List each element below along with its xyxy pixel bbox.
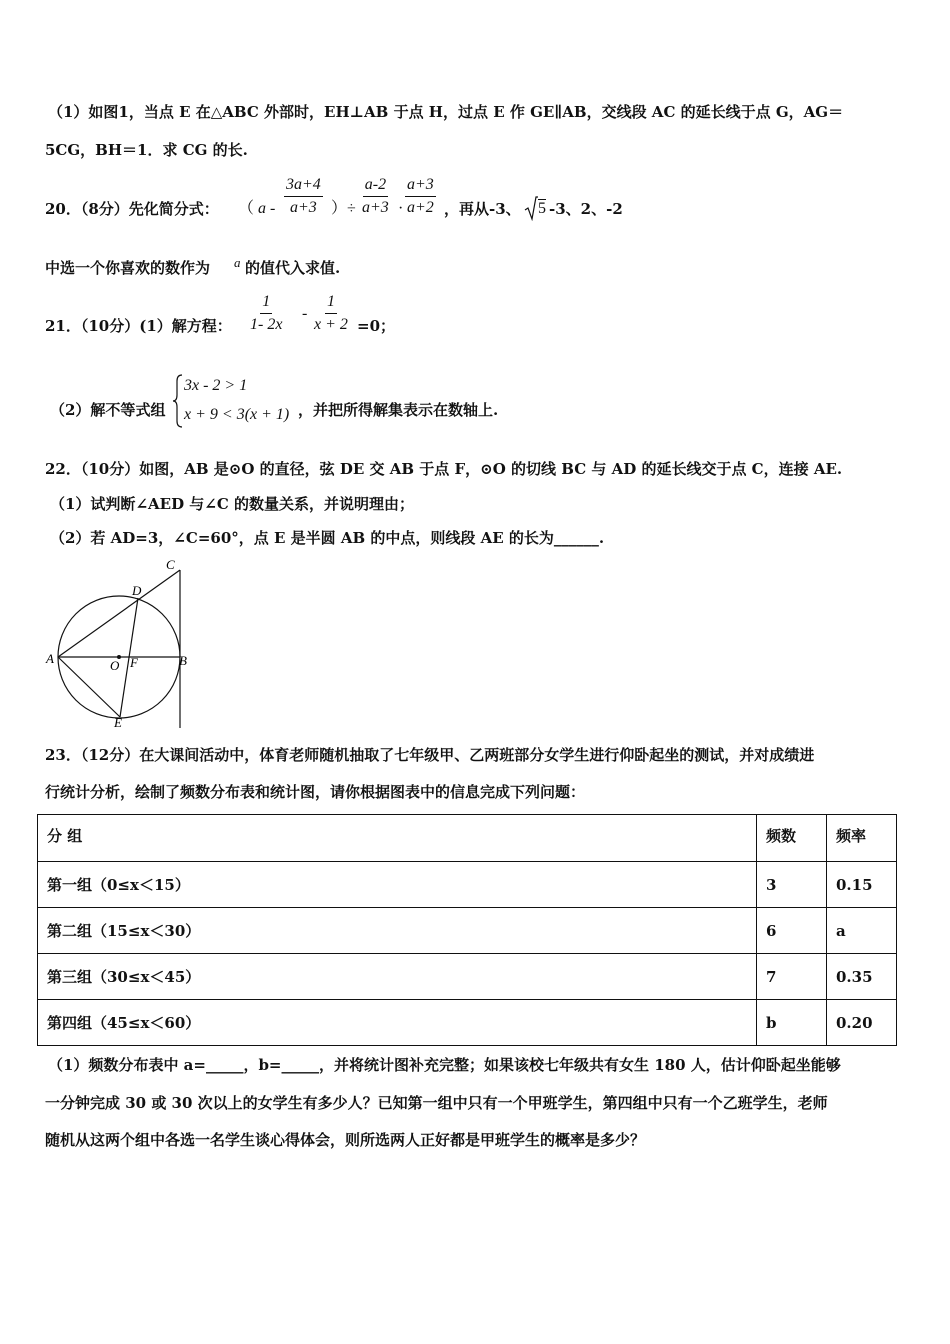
q20-variable-a: a xyxy=(234,255,241,270)
q23-part1-line2: 一分钟完成 30 或 30 次以上的女学生有多少人？已知第一组中只有一个甲班学生，第四组中只有一个乙班学生，老师 xyxy=(45,1094,828,1112)
q20-a-minus: a - xyxy=(258,200,276,217)
q21-minus: - xyxy=(302,305,308,322)
q20-suffix-1: ，再从-3、 xyxy=(444,200,521,218)
label-b: B xyxy=(179,653,187,668)
q19-part1-line1: （1）如图1，当点 E 在△ABC 外部时，EH⊥AB 于点 H，过点 E 作 GE∥AB，交线段 AC 的延长线于点 G，AG＝ xyxy=(48,103,844,121)
q20-multiply-dot: · xyxy=(398,200,404,217)
q20-paren-open: （ xyxy=(238,200,255,217)
q20-frac3-denominator: a+2 xyxy=(407,199,434,216)
q21-frac1-denominator: 1- 2x xyxy=(250,316,283,333)
table-cell-group: 第三组（30≤x＜45） xyxy=(38,954,757,1000)
q20-frac3-numerator: a+3 xyxy=(405,176,436,197)
left-brace-icon xyxy=(172,373,184,429)
q23-part1-line3: 随机从这两个组中各选一名学生谈心得体会，则所选两人正好都是甲班学生的概率是多少？ xyxy=(45,1131,646,1149)
q21-equals-zero: =0； xyxy=(357,317,396,335)
q20-line2-prefix: 中选一个你喜欢的数作为 xyxy=(45,259,211,277)
table-cell-frequency: 3 xyxy=(757,862,827,908)
q20-suffix-2: -3、2、-2 xyxy=(549,200,623,218)
q23-line1: 23．（12分）在大课间活动中，体育老师随机抽取了七年级甲、乙两班部分女学生进行仰卧起坐的测试，并对成绩进 xyxy=(45,746,815,764)
table-cell-group: 第四组（45≤x＜60） xyxy=(38,1000,757,1046)
header-frequency: 频数 xyxy=(757,815,827,862)
header-group: 分 组 xyxy=(38,815,757,862)
q19-part1-line2: 5CG，BH＝1．求 CG 的长. xyxy=(45,141,248,159)
q21-inequality-2: x + 9 < 3(x + 1) xyxy=(184,406,290,423)
circle-geometry-figure xyxy=(40,552,200,732)
table-row xyxy=(38,1000,897,1046)
table-cell-frequency: 6 xyxy=(757,908,827,954)
q21-fraction-2 xyxy=(314,293,348,334)
q23-line2: 行统计分析，绘制了频数分布表和统计图，请你根据图表中的信息完成下列问题： xyxy=(45,783,586,801)
frequency-table xyxy=(37,814,897,1046)
sqrt-icon xyxy=(524,195,538,221)
q20-prefix: 20．（8分）先化简分式： xyxy=(45,200,219,218)
label-d: D xyxy=(132,583,142,598)
header-relative-frequency: 频率 xyxy=(827,815,897,862)
label-f: F xyxy=(130,655,138,670)
q21-part2-suffix: ，并把所得解集表示在数轴上. xyxy=(298,401,499,419)
q22-part1: （1）试判断∠AED 与∠C 的数量关系，并说明理由； xyxy=(50,495,415,513)
table-cell-group: 第二组（15≤x＜30） xyxy=(38,908,757,954)
q20-sqrt-value: 5 xyxy=(538,200,546,217)
q21-fraction-1 xyxy=(250,293,282,334)
q21-inequality-1: 3x - 2 > 1 xyxy=(184,377,248,394)
q20-frac2-denominator: a+3 xyxy=(362,199,389,216)
q20-frac1-numerator: 3a+4 xyxy=(284,176,323,197)
table-cell-frequency: 7 xyxy=(757,954,827,1000)
q21-frac2-numerator: 1 xyxy=(325,293,337,314)
table-cell-relative-frequency: a xyxy=(827,908,897,954)
q21-frac1-numerator: 1 xyxy=(260,293,272,314)
q20-line2-suffix: 的值代入求值. xyxy=(245,259,341,277)
label-o: O xyxy=(110,658,120,673)
q20-fraction-1 xyxy=(284,176,323,217)
q22-part2: （2）若 AD=3，∠C=60°，点 E 是半圆 AB 的中点，则线段 AE 的长为______. xyxy=(50,529,605,547)
q21-frac2-denominator: x + 2 xyxy=(314,316,348,333)
q21-prefix: 21．（10分）(1）解方程： xyxy=(45,317,232,335)
table-row xyxy=(38,862,897,908)
q20-fraction-3 xyxy=(405,176,436,217)
label-a: A xyxy=(46,651,54,666)
q20-frac1-denominator: a+3 xyxy=(290,199,317,216)
table-row xyxy=(38,954,897,1000)
table-cell-relative-frequency: 0.15 xyxy=(827,862,897,908)
table-row xyxy=(38,908,897,954)
q20-frac2-numerator: a-2 xyxy=(363,176,388,197)
q20-paren-close-divide: ）÷ xyxy=(331,200,356,217)
table-cell-relative-frequency: 0.20 xyxy=(827,1000,897,1046)
q20-fraction-2 xyxy=(362,176,389,217)
table-cell-relative-frequency: 0.35 xyxy=(827,954,897,1000)
table-cell-frequency: b xyxy=(757,1000,827,1046)
q21-part2-prefix: （2）解不等式组 xyxy=(50,401,166,419)
label-c: C xyxy=(166,557,175,572)
label-e: E xyxy=(114,715,122,730)
q23-part1-line1: （1）频数分布表中 a=_____，b=_____，并将统计图补充完整；如果该校七年级共有女生 180 人，估计仰卧起坐能够 xyxy=(48,1056,841,1074)
q22-line1: 22．（10分）如图，AB 是⊙O 的直径，弦 DE 交 AB 于点 F，⊙O 的切线 BC 与 AD 的延长线交于点 C，连接 AE. xyxy=(45,460,843,478)
table-header-row xyxy=(38,815,897,862)
table-cell-group: 第一组（0≤x＜15） xyxy=(38,862,757,908)
